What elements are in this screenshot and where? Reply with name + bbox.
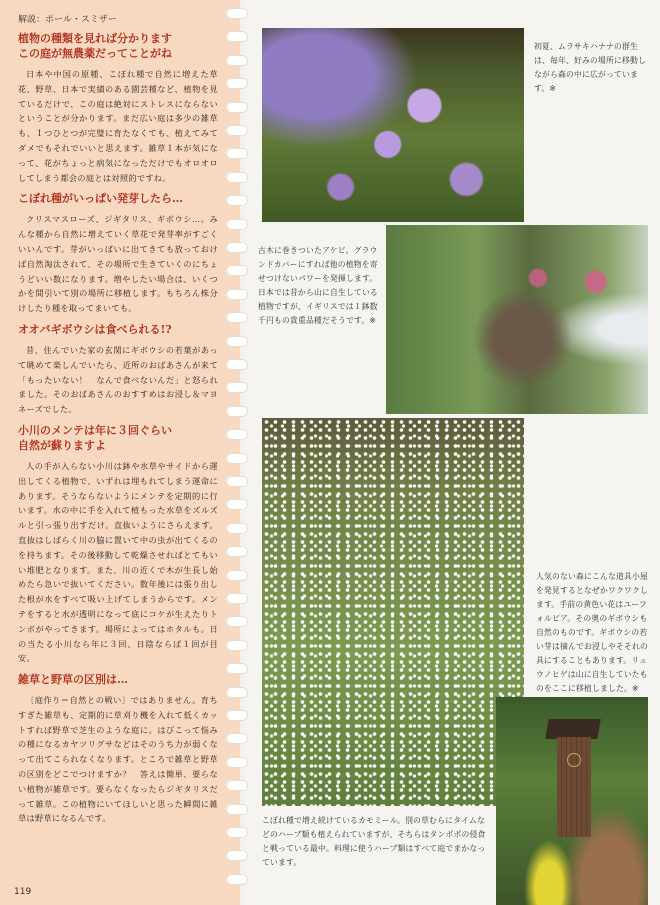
section-body-4: 人の手が入らない小川は鉢や水草やサイドから運出してくる植物で、いずれは埋もれてしまう運命にあります。そうならないようにメンテを定期的に行います。水の中に手を入れて植もった水草をズルズルと引っ張り出すだけ。直抜いようにさらえます。直抜はしばらく川の脇に置いて中の虫が出てくるのを持ちます。その後移動して乾燥させればとてもいい堆肥となります。また、川の近くで木が生長し始めたら急いで抜いてください。数年後には張り出した根が水をすべて吸い上げてしまうからです。メンテをすると水が透明になって底にコケが生えたりトンボがやってきます。場所によってはホタルも。日の当たる小川なら年に３回、日陰ならば１回が目安。 (18, 460, 218, 664)
binding-ring (226, 289, 248, 300)
section-body-5: 〔庭作り＝自然との戦い〕ではありません。育ちすぎた雑草も、定期的に草刈り機を入れて低くカットすれば野草で芝生のような庭に。はびこって悩みの種になるカヤツリグサなどはそのうち力が弱くなって出てこられなくなります。ところで雑草と野草の区別をどこでつけますか？ 答えは簡単、要らない植物が雑草です。要らなくなったらジギタリスだって雑草。この植物にいてほしいと思った瞬間に雑草は野草になるんです。 (18, 695, 218, 824)
photo-purple-flowers (262, 28, 524, 222)
binding-ring (226, 827, 248, 838)
binding-ring (226, 780, 248, 791)
binding-ring (226, 219, 248, 230)
binding-ring (226, 523, 248, 534)
binding-ring (226, 499, 248, 510)
binding-ring (226, 850, 248, 861)
caption-photo-4: 人気のない森にこんな道具小屋を発見するとなぜかワクワクします。手前の黄色い花はユーフォルビア。その奥のギボウシも自然のものです。ギボウシの若い芽は摘んでお浸しやそそれの具にすることもあります。リュウノヒゲは山に自生していたものをここに移植しました。※ (536, 572, 648, 693)
binding-ring (226, 476, 248, 487)
binding-ring (226, 663, 248, 674)
section-heading-4: 小川のメンテは年に３回ぐらい 自然が蘇りますよ (18, 423, 172, 452)
binding-ring (226, 125, 248, 136)
caption-photo-2: 古木に巻きついたアケビ。グラウンドカバーにすれば他の植物を寄せつけないパワーを発揮します。日本では昔から山に自生している植物ですが、イギリスでは１鉢数千円もの貴重品種だそうです。※ (258, 246, 378, 325)
photo-tool-shed (496, 697, 648, 905)
binding-ring (226, 453, 248, 464)
section-heading-2: こぼれ種がいっぱい発芽したら… (18, 192, 183, 206)
section-body-1: 日本や中国の原種、こぼれ種で自然に増えた草花、野草、日本で実績のある園芸種など、植物を見ているだけで、この庭は絶対にストレスにならないということが分かります。まだ広い庭は多少の雑草も、１つひとつが完璧に育たなくても、植えてみてダメでもそれでいいと思えます。雑草１本が気になって、花がちょっと病気になっただけでもオロオロしてしまう都会の庭とは対照的ですね。 (18, 69, 218, 183)
binding-ring (226, 78, 248, 89)
section-heading-1: 植物の種類を見れば分かります この庭が無農薬だってことがね (18, 32, 172, 60)
binding-ring (226, 102, 248, 113)
binding-ring (226, 265, 248, 276)
binding-ring (226, 31, 248, 42)
binding-ring (226, 382, 248, 393)
binding-ring (226, 195, 248, 206)
binding-ring (226, 757, 248, 768)
binding-ring (226, 687, 248, 698)
page-number: 119 (14, 887, 32, 897)
section-body-2: クリスマスローズ、ジギタリス、ギボウシ…。みんな種から自然に増えていく草花で発芽率がすごくいいんです。芽がいっぱいに出てきても放っておけば自然淘汰されて、その場所で生きていくのにちょうどいい数になります。増やしたい場合は、いくつかを間引いて別の場所に移植します。もちろん株分けしたり種を取ってまいても。 (18, 214, 218, 314)
binding-ring (226, 148, 248, 159)
binding-ring (226, 312, 248, 323)
binding-ring (226, 616, 248, 627)
section-heading-3: オオバギボウシは食べられる!? (18, 322, 172, 336)
section-body-3: 昔、住んでいた家の玄関にギボウシの若葉があって眺めて楽しんでいたら、近所のおばあさんが来て「もったいない！ なんで食べないんだ」と怒られました。そのおばあさんのおすすめはお浸し＆マヨネーズでした。 (18, 344, 218, 415)
binding-ring (226, 546, 248, 557)
binding-ring (226, 710, 248, 721)
byline: 解説：ポール・スミザー (18, 15, 117, 25)
binding-ring (226, 593, 248, 604)
binding-ring (226, 359, 248, 370)
binding-ring (226, 570, 248, 581)
article-text (18, 12, 218, 826)
binding-ring (226, 733, 248, 744)
binding-ring (226, 336, 248, 347)
binding-ring (226, 429, 248, 440)
binding-ring (226, 804, 248, 815)
binding-ring (226, 8, 248, 19)
section-heading-5: 雑草と野草の区別は… (18, 673, 128, 687)
photo-akebi-tree (386, 225, 648, 414)
tool-shed (551, 719, 595, 837)
spiral-binding (226, 8, 248, 898)
binding-ring (226, 640, 248, 651)
binding-ring (226, 242, 248, 253)
binding-ring (226, 406, 248, 417)
photo-chamomile (262, 418, 524, 806)
caption-photo-1: 初夏、ムラサキハナナの群生は、毎年、好みの場所に移動しながら森の中に広がっています。※ (534, 42, 646, 93)
caption-photo-3: こぼれ種で増え続けているカモミール。別の草むらにタイムなどのハーブ類も植えられていますが、そちらはタンポポの侵食と戦っている最中。料理に使うハーブ類はすべて庭でまかなっています。 (262, 816, 486, 867)
binding-ring (226, 55, 248, 66)
binding-ring (226, 874, 248, 885)
binding-ring (226, 172, 248, 183)
